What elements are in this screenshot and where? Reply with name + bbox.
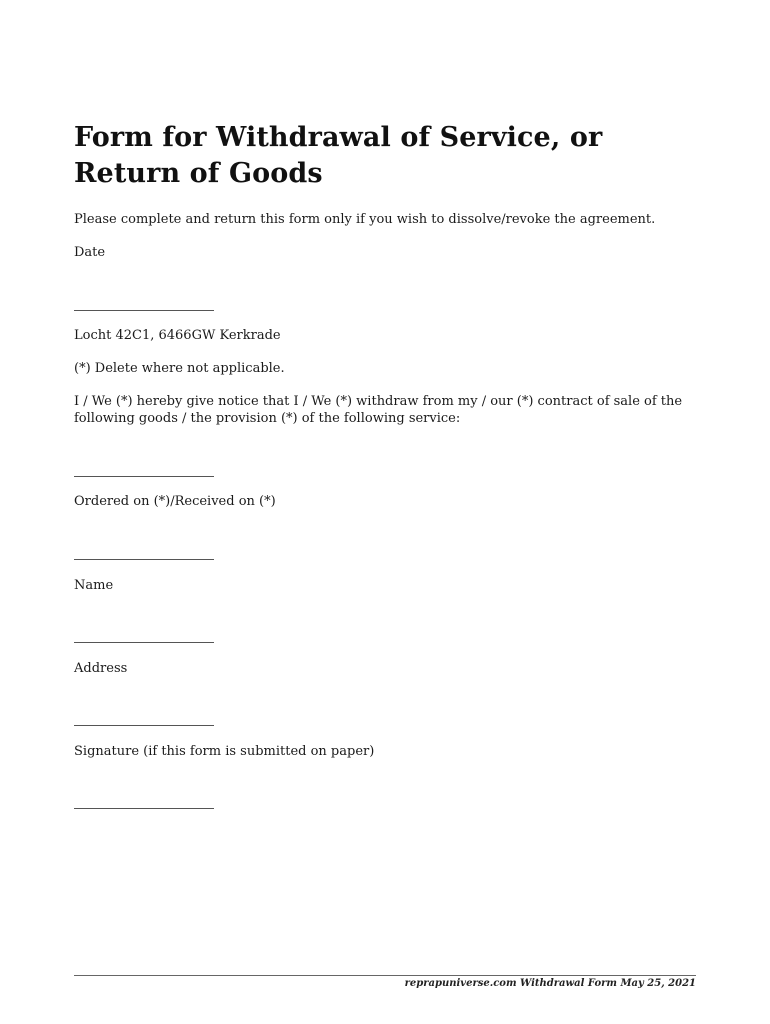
name-label: Name	[74, 578, 114, 593]
notice-text: I / We (*) hereby give notice that I / We (*) withdraw from my / our (*) contract of sale of the following goods / the provision (*) of the following service:	[74, 394, 683, 426]
date-label: Date	[74, 245, 106, 260]
delete-note: (*) Delete where not applicable.	[74, 361, 285, 376]
footer-text: reprapuniverse.com Withdrawal Form May 25, 2021	[404, 978, 696, 989]
form-title: Form for Withdrawal of Service, or Return of Goods	[74, 122, 603, 189]
date-blank-line	[74, 310, 214, 311]
goods-blank-line	[74, 476, 214, 477]
signature-label: Signature (if this form is submitted on paper)	[74, 744, 375, 759]
business-address: Locht 42C1, 6466GW Kerkrade	[74, 328, 281, 343]
name-blank-line	[74, 642, 214, 643]
ordered-label: Ordered on (*)/Received on (*)	[74, 494, 276, 509]
address-label: Address	[74, 661, 128, 676]
ordered-blank-line	[74, 559, 214, 560]
signature-blank-line	[74, 808, 214, 809]
footer-rule	[74, 975, 696, 976]
address-blank-line	[74, 725, 214, 726]
intro-text: Please complete and return this form only if you wish to dissolve/revoke the agreement.	[74, 212, 656, 227]
document-page	[74, 0, 696, 1024]
